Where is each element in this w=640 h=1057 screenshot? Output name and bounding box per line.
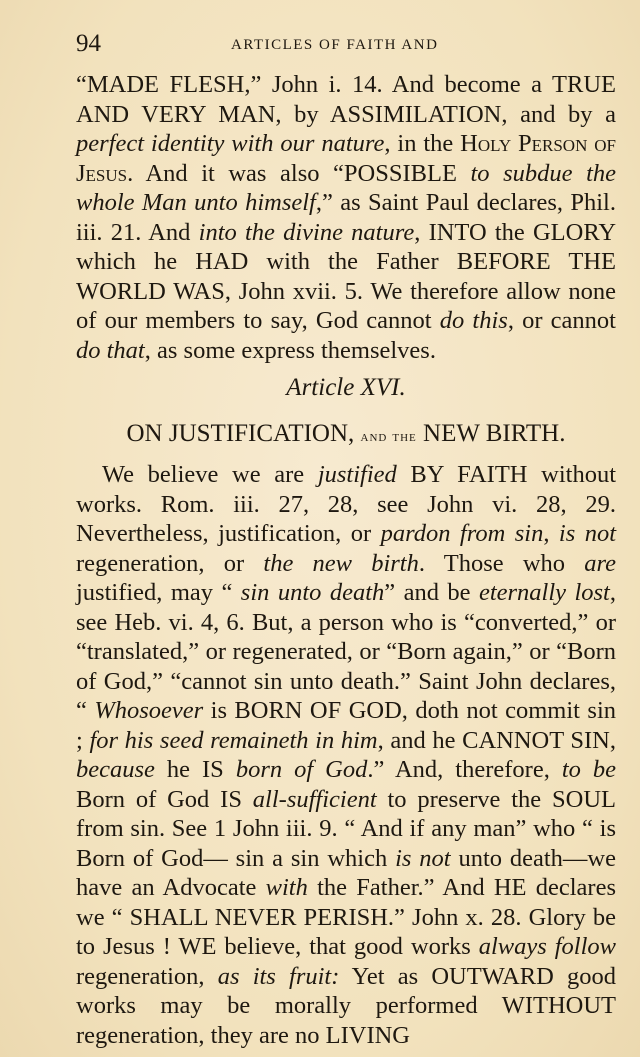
page-number: 94 <box>76 30 101 57</box>
page-header <box>76 30 616 60</box>
section-heading: ON JUSTIFICATION, and the NEW BIRTH. <box>126 420 566 447</box>
running-head: ARTICLES OF FAITH AND <box>231 37 439 53</box>
article-body-paragraph: We believe we are justified BY FAITH without works. Rom. iii. 27, 28, see John vi. 28, 29. Nevertheless, justification, or pardon from sin, is not regeneration, or the new birth. Those who are justified, may “ sin unto death” and be eternally lost, see Heb. vi. 4, 6. But, a person who is “converted,” or “translated,” or regenerated, or “Born again,” or “Born of God,” “cannot sin unto death.” Saint John declares, “ Whosoever is BORN OF GOD, doth not commit sin ; for his seed remaineth in him, and he CANNOT SIN, because he IS born of God.” And, therefore, to be Born of God IS all-sufficient to preserve the SOUL from sin. See 1 John iii. 9. “ And if any man” who “ is Born of God— sin a sin which is not unto death—we have an Advocate with the Father.” And HE declares we “ SHALL NEVER PERISH.” John x. 28. Glory be to Jesus ! WE believe, that good works always follow regeneration, as its fruit: Yet as OUTWARD good works may be morally performed WITHOUT regeneration, they are no LIVING <box>76 461 617 1049</box>
paragraph-continuation: “MADE FLESH,” John i. 14. And become a TRUE AND VERY MAN, by ASSIMILATION, and by a perfect identity with our nature, in the Holy Person of Jesus. And it was also “POSSIBLE to subdue the whole Man unto himself,” as Saint Paul declares, Phil. iii. 21. And into the divine nature, INTO the GLORY which he HAD with the Father BEFORE THE WORLD WAS, John xvii. 5. We therefore allow none of our members to say, God cannot do this, or cannot do that, as some express themselves. <box>76 71 617 364</box>
article-title: Article XVI. <box>286 374 406 401</box>
